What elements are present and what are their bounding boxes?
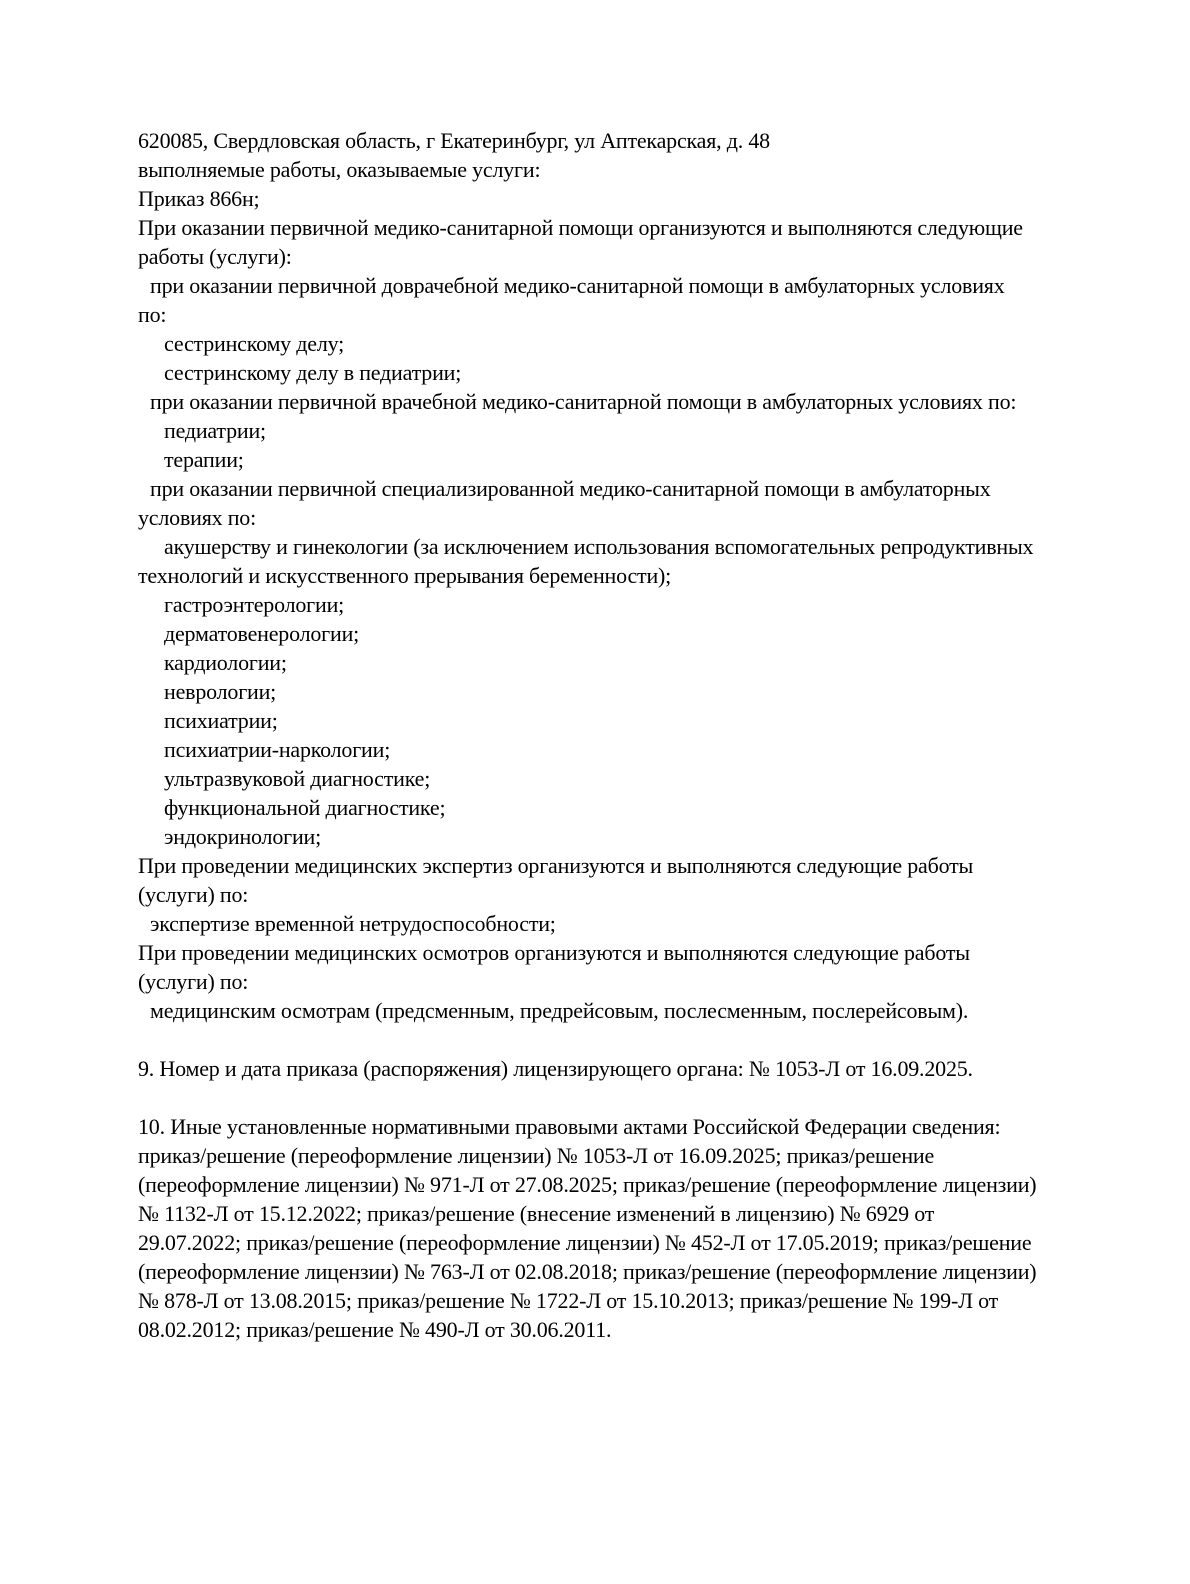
text-line: эндокринологии;: [164, 824, 322, 849]
text-line: (переоформление лицензии) № 971-Л от 27.08.2025; приказ/решение (переоформление лицензии): [138, 1172, 1037, 1197]
text-line: условиях по:: [138, 505, 257, 530]
text-line: ультразвуковой диагностике;: [164, 766, 431, 791]
text-line: № 878-Л от 13.08.2015; приказ/решение № 1722-Л от 15.10.2013; приказ/решение № 199-Л от: [138, 1288, 999, 1313]
text-line: при оказании первичной врачебной медико-санитарной помощи в амбулаторных условиях по:: [150, 389, 1017, 414]
text-line: (услуги) по:: [138, 882, 249, 907]
text-line: гастроэнтерологии;: [164, 592, 345, 617]
text-line: выполняемые работы, оказываемые услуги:: [138, 157, 541, 182]
text-line: № 1132-Л от 15.12.2022; приказ/решение (внесение изменений в лицензию) № 6929 от: [138, 1201, 935, 1226]
text-line: неврологии;: [164, 679, 277, 704]
text-line: функциональной диагностике;: [164, 795, 446, 820]
text-line: работы (услуги):: [138, 244, 292, 269]
text-line: Приказ 866н;: [138, 186, 260, 211]
text-line: по:: [138, 302, 167, 327]
text-line: 9. Номер и дата приказа (распоряжения) лицензирующего органа: № 1053-Л от 16.09.2025.: [138, 1056, 973, 1081]
text-line: 620085, Свердловская область, г Екатеринбург, ул Аптекарская, д. 48: [138, 128, 770, 153]
text-line: 10. Иные установленные нормативными правовыми актами Российской Федерации сведения:: [138, 1114, 1001, 1139]
text-line: дерматовенерологии;: [164, 621, 360, 646]
text-line: акушерству и гинекологии (за исключением использования вспомогательных репродуктивных: [164, 534, 1034, 559]
text-line: 08.02.2012; приказ/решение № 490-Л от 30.06.2011.: [138, 1317, 612, 1342]
text-line: сестринскому делу в педиатрии;: [164, 360, 462, 385]
text-line: психиатрии-наркологии;: [164, 737, 391, 762]
text-line: технологий и искусственного прерывания беременности);: [138, 563, 672, 588]
text-line: психиатрии;: [164, 708, 278, 733]
text-line: При оказании первичной медико-санитарной помощи организуются и выполняются следующие: [138, 215, 1023, 240]
text-line: при оказании первичной специализированной медико-санитарной помощи в амбулаторных: [150, 476, 991, 501]
text-line: экспертизе временной нетрудоспособности;: [150, 911, 556, 936]
text-line: кардиологии;: [164, 650, 287, 675]
text-line: При проведении медицинских осмотров организуются и выполняются следующие работы: [138, 940, 970, 965]
blank-line: [138, 1025, 1150, 1054]
text-line: медицинским осмотрам (предсменным, предрейсовым, послесменным, послерейсовым).: [150, 998, 969, 1023]
blank-line: [138, 1083, 1150, 1112]
text-line: 29.07.2022; приказ/решение (переоформление лицензии) № 452-Л от 17.05.2019; приказ/решение: [138, 1230, 1032, 1255]
text-line: При проведении медицинских экспертиз организуются и выполняются следующие работы: [138, 853, 974, 878]
document-text: [138, 126, 1150, 1344]
text-line: терапии;: [164, 447, 244, 472]
text-line: сестринскому делу;: [164, 331, 345, 356]
text-line: (переоформление лицензии) № 763-Л от 02.08.2018; приказ/решение (переоформление лицензии): [138, 1259, 1037, 1284]
text-line: (услуги) по:: [138, 969, 249, 994]
text-line: приказ/решение (переоформление лицензии) № 1053-Л от 16.09.2025; приказ/решение: [138, 1143, 935, 1168]
text-line: при оказании первичной доврачебной медико-санитарной помощи в амбулаторных условиях: [150, 273, 1005, 298]
text-line: педиатрии;: [164, 418, 266, 443]
